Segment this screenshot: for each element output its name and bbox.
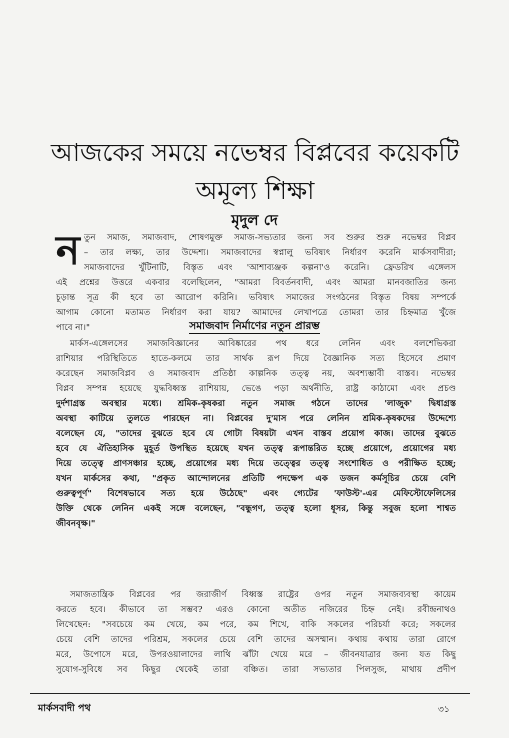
paragraph-line: মার্কস-এঙ্গেলসের সমাজবিজ্ঞানের আবিষ্কারের পথ ধরে লেনিন এবং বলশেভিকরা (70, 339, 456, 349)
paragraph-line: যখন মার্কসের কথা, "প্রকৃত আন্দোলনের প্রতিটি পদক্ষেপ এক ডজন কর্মসূচির চেয়ে বেশি (56, 474, 456, 484)
paragraph-line: বিপ্লব সম্পন্ন হয়েছে যুদ্ধবিধ্বস্ত রাশিয়ায়, ভেঙে পড়া অর্থনীতি, রাষ্ট্র কাঠামো এবং প্রচণ্ড (56, 384, 456, 394)
journal-name: মার্কসবাদী পথ (38, 703, 91, 714)
paragraph-line: চেয়ে বেশি তাদের পরিশ্রম, সকলের চেয়ে বেশি তাদের অসম্মান। কথায় কথায় তারা রোগে (56, 635, 456, 645)
body-paragraph-3 (56, 588, 456, 678)
article-title-line-2: অমূল্য শিক্ষা (195, 176, 315, 205)
intro-line: চূড়ান্ত সূত্র কী হবে তা আরোপ করিনি। ভবিষ্যৎ সমাজের সংগঠনের বিস্তৃত বিষয় সম্পর্কে (56, 293, 456, 303)
paragraph-line: সুযোগ-সুবিধে সব কিছুর থেকেই তারা বঞ্চিত। তারা সভ্যতার পিলসুজ, মাথায় প্রদীপ (56, 665, 456, 675)
intro-line: এই প্রশ্নের উত্তরে একবার বলেছিলেন, "আমরা বিবর্তনবাদী, এবং আমরা মানবজাতির জন্য (56, 278, 456, 288)
paragraph-line: জীবনবৃক্ষ।" (56, 519, 96, 529)
paragraph-line: রাশিয়ার পরিস্থিতিতে হাতে-কলমে তার সার্থক রূপ দিয়ে বৈজ্ঞানিক সত্য হিসেবে প্রমাণ (56, 354, 456, 364)
intro-line: সমাজবাদের খুঁটিনাটি, বিস্তৃত এবং 'আশাব্যঞ্জক কল্পনা'ও করেনি। ফ্রেডরিখ এঙ্গেলস (83, 263, 456, 273)
page-number: ৩১ (438, 705, 450, 715)
paragraph-line: বলেছেন যে, "তাদের বুঝতে হবে যে গোটা বিষয়টা এখন বাস্তব প্রয়োগ কাজ। তাদের বুঝতে (56, 429, 456, 439)
paragraph-line: মরে, উপোসে মরে, উপরওয়ালাদের লাথি ঝাঁটা খেয়ে মরে – জীবনযাত্রার জন্য যত কিছু (56, 650, 456, 660)
body-paragraph-2 (56, 337, 456, 532)
paragraph-line: উক্তি থেকে লেনিন একই সঙ্গে বলেছেন, "বন্ধুগণ, তত্ত্ব হলো ধূসর, কিন্তু সবুজ হলো শাশ্বত (56, 504, 456, 514)
paragraph-line: সমাজতান্ত্রিক বিপ্লবের পর জরাজীর্ণ বিধ্বস্ত রাষ্ট্রের ওপর নতুন সমাজব্যবস্থা কায়েম (70, 590, 456, 600)
drop-cap: ন (56, 228, 80, 274)
paragraph-line: করেছেন সমাজবিপ্লব ও সমাজবাদ প্রতিষ্ঠা কাল্পনিক তত্ত্ব নয়, অবশ্যম্ভাবী বাস্তব। নভেম্বর (56, 369, 456, 379)
footer-divider (30, 693, 470, 694)
paragraph-line: অবস্থা কাটিয়ে তুলতে পারছেন না। বিপ্লবের দু'মাস পরে লেনিন শ্রমিক-কৃষকদের উদ্দেশ্যে (56, 414, 456, 424)
article-author: মৃদুল দে (231, 211, 278, 229)
article-title-line-1: আজকের সময়ে নভেম্বর বিপ্লবের কয়েকটি (50, 138, 460, 167)
section-heading-text: সমাজবাদ নির্মাণের নতুন প্রারম্ভ (189, 320, 320, 332)
intro-line: পাবে না।" (56, 323, 90, 333)
paragraph-line: দুর্দশাগ্রস্ত অবস্থার মধ্যে। শ্রমিক-কৃষকরা নতুন সমাজ গঠনে তাদের 'লাজুক' দ্বিধাগ্রস্ত (56, 399, 456, 409)
intro-line: তুন সমাজ, সমাজবাদ, শোষণমুক্ত সমাজ-সভ্যতার জন্য সব শুরুর শুরু নভেম্বর বিপ্লব (83, 233, 456, 243)
intro-line: – তার লক্ষ্য, তার উদ্দেশ্য। সমাজবাদের স্বপ্নালু ভবিষ্যৎ নির্ধারণ করেনি মার্কসবাদীরা; (83, 248, 456, 258)
paragraph-line: লিখেছেন: "সবচেয়ে কম খেয়ে, কম পরে, কম শিখে, বাকি সকলের পরিচর্যা করে; সকলের (56, 620, 456, 630)
section-heading (0, 319, 509, 334)
paragraph-line: গুরুত্বপূর্ণ" বিশেষভাবে সত্য হয়ে উঠেছে" এবং গ্যেটের 'ফাউস্ট'-এর মেফিস্টোফেলিসের (56, 489, 456, 499)
paragraph-line: দিয়ে তত্ত্বে প্রাণসঞ্চার হচ্ছে, প্রয়োগের মধ্য দিয়ে তত্ত্বের তত্ত্ব সংশোধিত ও পরীক্ষিত হচ্ছে; (56, 459, 456, 469)
intro-line: আগাম কোনো মতামত নির্ধারণ করা যায়? আমাদের লেখাপত্রে তোমরা তার চিহ্নমাত্র খুঁজে (56, 308, 456, 318)
paragraph-line: করতে হবে। কীভাবে তা সম্ভব? এরও কোনো অতীত নজিরের চিহ্ন নেই। রবীন্দ্রনাথও (56, 605, 456, 615)
paragraph-line: হবে যে ঐতিহাসিক মুহূর্ত উপস্থিত হয়েছে যখন তত্ত্ব রূপান্তরিত হচ্ছে প্রয়োগে, প্রয়োগের মধ্য (56, 444, 456, 454)
